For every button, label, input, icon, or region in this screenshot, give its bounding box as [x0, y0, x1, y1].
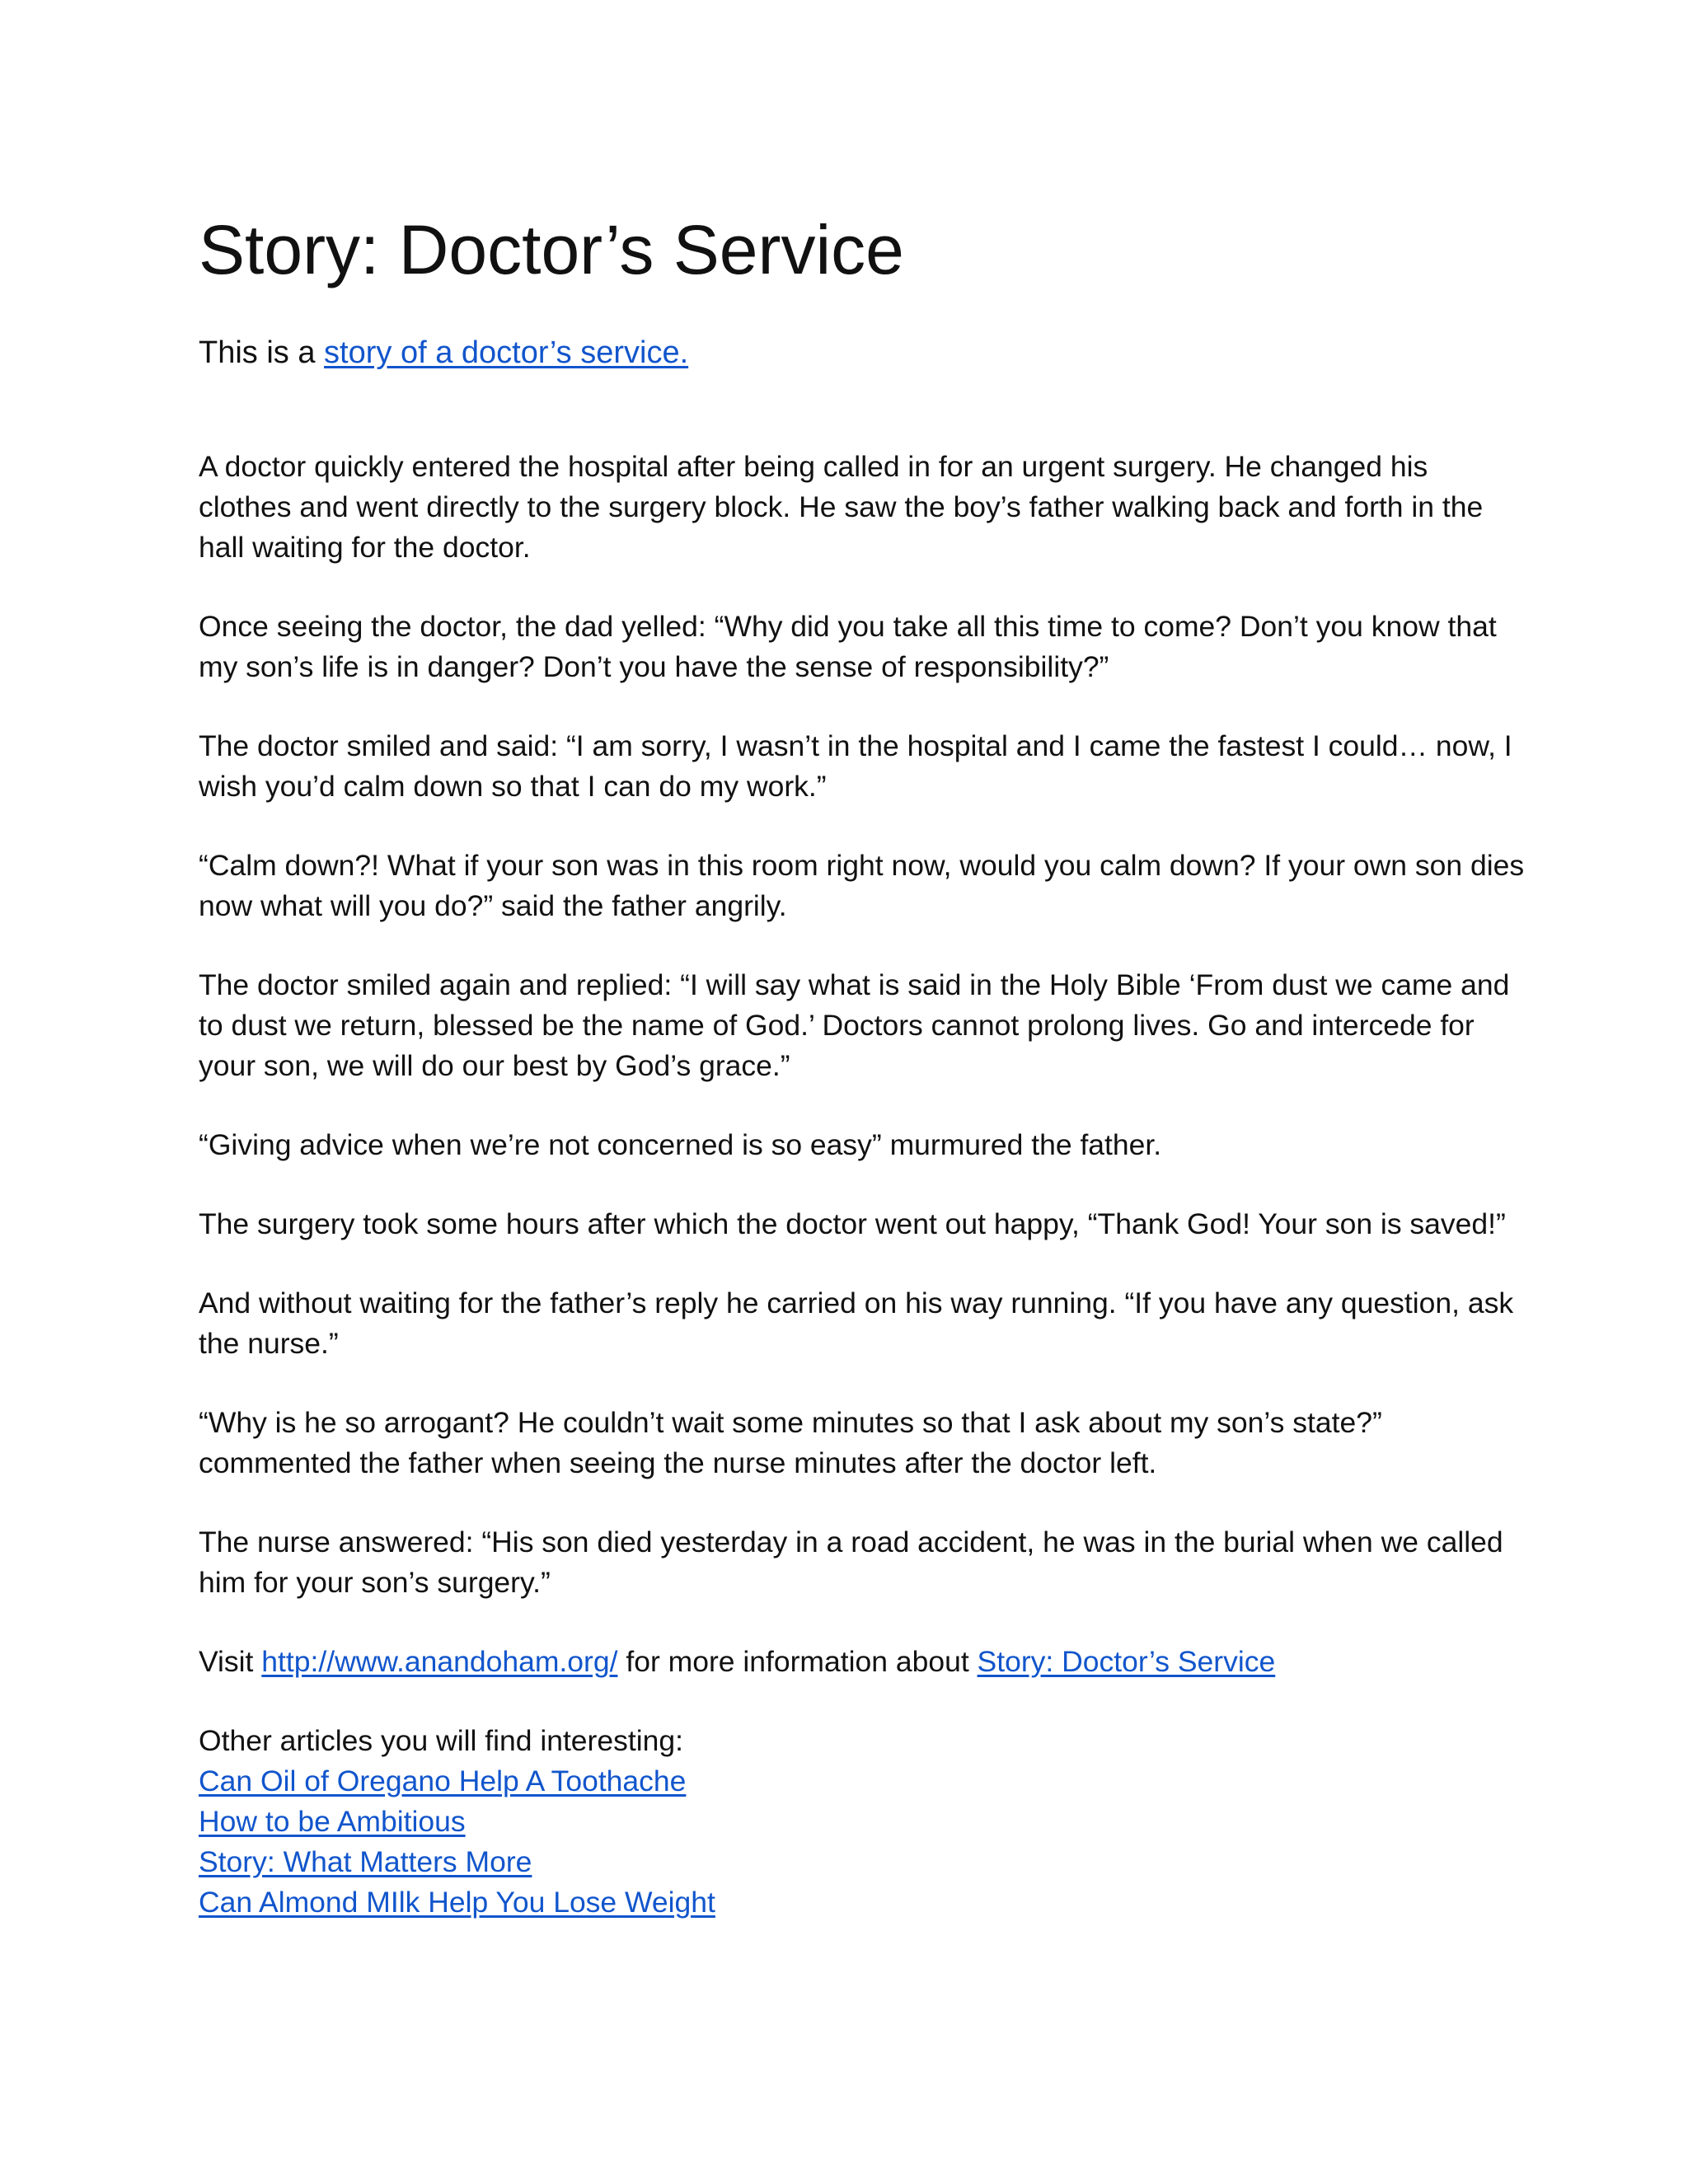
- story-body: [199, 447, 1526, 1923]
- story-paragraph-7: The surgery took some hours after which the doctor went out happy, “Thank God! Your son is saved!”: [199, 1207, 1506, 1240]
- visit-line: [199, 1642, 1526, 1682]
- story-paragraph-9: “Why is he so arrogant? He couldn’t wait some minutes so that I ask about my son’s state?” commented the father when seeing the nurse minutes after the doctor left.: [199, 1406, 1382, 1479]
- intro-story-link[interactable]: story of a doctor’s service.: [324, 335, 689, 370]
- list-item: [199, 1842, 1526, 1882]
- page-title: Story: Doctor’s Service: [199, 211, 904, 288]
- story-paragraph-2: Once seeing the doctor, the dad yelled: “Why did you take all this time to come? Don’t you know that my son’s life is in danger? Don’t you have the sense of responsibility?”: [199, 610, 1497, 683]
- story-paragraph-8: And without waiting for the father’s reply he carried on his way running. “If you have any question, ask the nurse.”: [199, 1286, 1514, 1360]
- story-paragraph-10: The nurse answered: “His son died yesterday in a road accident, he was in the burial when we called him for your son’s surgery.”: [199, 1526, 1503, 1599]
- story-paragraph-6: “Giving advice when we’re not concerned is so easy” murmured the father.: [199, 1128, 1162, 1161]
- story-paragraph-4: “Calm down?! What if your son was in this room right now, would you calm down? If your own son dies now what will you do?” said the father angrily.: [199, 849, 1525, 922]
- website-link[interactable]: http://www.anandoham.org/: [261, 1645, 618, 1678]
- related-link-what-matters[interactable]: Story: What Matters More: [199, 1845, 532, 1878]
- story-paragraph-3: The doctor smiled and said: “I am sorry, I wasn’t in the hospital and I came the fastest I could… now, I wish you’d calm down so that I can do my work.”: [199, 729, 1512, 803]
- story-paragraph-5: The doctor smiled again and replied: “I will say what is said in the Holy Bible ‘From dust we came and to dust we return, blessed be the name of God.’ Doctors cannot prolong lives. Go and intercede for your son, we will do our best by God’s grace.”: [199, 968, 1510, 1082]
- story-paragraph-1: A doctor quickly entered the hospital after being called in for an urgent surgery. He changed his clothes and went directly to the surgery block. He saw the boy’s father walking back and forth in the hall waiting for the doctor.: [199, 450, 1484, 564]
- visit-middle: for more information about: [617, 1645, 978, 1678]
- list-item: [199, 1761, 1526, 1802]
- related-link-almond-milk[interactable]: Can Almond MIlk Help You Lose Weight: [199, 1886, 715, 1919]
- related-link-oregano[interactable]: Can Oil of Oregano Help A Toothache: [199, 1765, 687, 1797]
- intro-prefix: This is a: [199, 335, 325, 370]
- list-item: [199, 1802, 1526, 1842]
- intro-line: [199, 332, 688, 373]
- related-articles-list: [199, 1761, 1526, 1923]
- story-topic-link[interactable]: Story: Doctor’s Service: [977, 1645, 1276, 1678]
- list-item: [199, 1882, 1526, 1923]
- visit-prefix: Visit: [199, 1645, 262, 1678]
- related-link-ambitious[interactable]: How to be Ambitious: [199, 1805, 466, 1838]
- related-heading: Other articles you will find interesting:: [199, 1724, 683, 1757]
